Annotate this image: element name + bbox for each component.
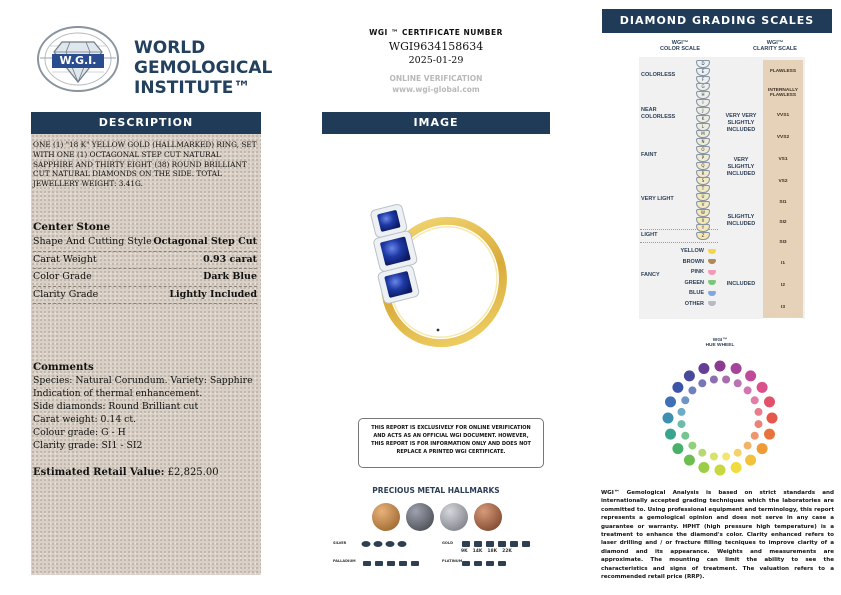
hue-dot [672,382,683,393]
hue-dot [757,443,768,454]
color-grade-gem-icon: P [696,154,710,162]
hue-dot-inner [698,379,706,387]
clarity-group-i: INCLUDED [726,281,756,287]
hue-dot-inner [751,396,759,404]
hallmark-label: PLATINUM [442,559,463,563]
fancy-item [660,278,716,289]
verification-label: ONLINE VERIFICATION [389,74,483,83]
fancy-item [660,246,716,257]
hallmarks-heading: PRECIOUS METAL HALLMARKS [372,486,500,495]
clarity-grade-box: SI2 [763,212,803,233]
clarity-group-si: SLIGHTLY INCLUDED [726,214,756,227]
hue-dot-inner [678,420,686,428]
color-grade-gem-icon: J [696,107,710,115]
clarity-scale-title-2: CLARITY SCALE [753,46,797,52]
color-grade-gem-icon: O [696,146,710,154]
color-grade-gem-icon: M [696,130,710,138]
hue-dot-inner [710,376,718,384]
hue-wheel-title [680,338,760,348]
hallmark-silver-row [333,541,346,545]
clarity-grade-box: I1 [763,252,803,275]
hue-dot [698,462,709,473]
fancy-item [660,299,716,310]
color-grade-gem-icon: N [696,138,710,146]
hue-dot-inner [681,432,689,440]
fancy-name: BLUE [689,290,704,297]
color-grade-gem-icon: I [696,99,710,107]
comments-heading: Comments [33,361,94,373]
hue-wheel-svg [650,352,790,482]
description-panel [31,134,261,575]
hallmark-label: GOLD [442,541,453,545]
institute-line-2: GEMOLOGICAL [134,58,273,78]
hallmark-label: PALLADIUM [333,559,356,563]
institute-line-1: WORLD [134,38,206,58]
hue-dot [745,455,756,466]
clarity-scale-title [735,40,815,52]
clarity-grade-box: SI1 [763,192,803,213]
grading-heading: DIAMOND GRADING SCALES [602,9,832,33]
hue-dot [665,429,676,440]
hue-dot [767,413,778,424]
hallmark-bronze-icon [372,503,400,531]
gold-karat: 14K [472,549,483,554]
fancy-item [660,257,716,268]
comment-line: Colour grade: G - H [33,427,126,439]
fancy-item [660,267,716,278]
stone-row-value: Lightly Included [169,288,257,300]
certificate-label: WGI ™ CERTIFICATE NUMBER [369,28,503,37]
color-grade-gem-icon: L [696,123,710,131]
color-grade-gem-icon: E [696,68,710,76]
clarity-group-vvs: VERY VERY SLIGHTLY INCLUDED [725,113,757,133]
light-divider [640,242,718,243]
hue-title-1: WGI™ [712,338,728,343]
gold-karat: 22K [502,549,512,554]
fancy-yellow-gem-icon [708,249,716,254]
comment-line: Clarity grade: SI1 - SI2 [33,440,143,452]
clarity-grade-box: SI3 [763,232,803,253]
gold-karat: 18K [487,549,498,554]
clarity-grade-box: INTERNALLY FLAWLESS [763,82,803,105]
clarity-grade-box: I3 [763,296,803,319]
hue-dot [745,370,756,381]
fancy-pink-gem-icon [708,270,716,275]
hue-dot-inner [710,453,718,461]
fancy-name: OTHER [684,300,704,307]
center-stone-section [33,221,257,304]
description-heading: DESCRIPTION [31,112,261,134]
color-group-very-light: VERY LIGHT [641,196,674,202]
color-grade-gem-icon: G [696,83,710,91]
logo-letters: W.G.I. [52,54,104,68]
fancy-label: FANCY [641,272,660,278]
hue-dot-inner [722,453,730,461]
color-group-colorless: COLORLESS [641,72,676,78]
hallmark-palladium-row [333,559,356,563]
certificate-number: WGI9634158634 [388,40,484,53]
fancy-item [660,288,716,299]
color-grade-gem-icon: V [696,201,710,209]
color-grade-gem-icon: R [696,170,710,178]
fancy-blue-gem-icon [708,291,716,296]
image-heading: IMAGE [322,112,550,134]
color-grade-gem-icon: K [696,115,710,123]
hue-dot [684,370,695,381]
hallmark-silver-icon [440,503,468,531]
hue-dot-inner [678,408,686,416]
fancy-list [660,246,716,309]
stone-row-value: Octagonal Step Cut [153,236,257,247]
online-notice [358,418,544,468]
stone-row-label: Clarity Grade [33,288,99,300]
clarity-grade-box: VS1 [763,148,803,171]
stone-row-color [33,269,257,287]
hue-dot [665,396,676,407]
color-group-near-colorless: NEAR COLORLESS [641,107,676,120]
stone-row-carat [33,252,257,270]
stone-row-value: 0.93 carat [203,253,257,265]
color-grade-gem-icon: Y [696,224,710,232]
clarity-grade-box: I2 [763,274,803,297]
fancy-name: GREEN [684,279,704,286]
verification-url[interactable]: www.wgi-global.com [392,85,480,94]
hue-dot-inner [734,379,742,387]
color-scale-title [640,40,720,52]
color-grade-gem-icon: H [696,91,710,99]
fancy-name: YELLOW [680,248,704,255]
center-stone-heading: Center Stone [33,221,111,233]
comment-line: Indication of thermal enhancement. [33,388,203,400]
clarity-grade-box: VVS2 [763,126,803,149]
clarity-grade-box: VS2 [763,170,803,193]
hue-dot-inner [688,386,696,394]
hue-dot [731,363,742,374]
fancy-other-gem-icon [708,301,716,306]
color-gem-column [696,60,712,240]
fancy-name: PINK [690,269,704,276]
color-grade-gem-icon: S [696,177,710,185]
comment-line: Side diamonds: Round Brilliant cut [33,401,199,413]
hue-dot [672,443,683,454]
hallmark-stamps [356,540,540,570]
hue-dot [715,465,726,476]
gold-karat: 9K [461,549,468,554]
hue-dot [663,413,674,424]
comment-line: Carat weight: 0.14 ct. [33,414,137,426]
color-group-faint: FAINT [641,152,657,158]
certificate-date: 2025-01-29 [408,55,464,66]
hue-dot-inner [688,442,696,450]
color-grade-gem-icon: Q [696,162,710,170]
hallmark-dark-icon [406,503,434,531]
color-grade-gem-icon: F [696,76,710,84]
ring-image [356,200,516,360]
clarity-group-vs: VERY SLIGHTLY INCLUDED [726,157,756,177]
retail-value [33,467,219,478]
fancy-brown-gem-icon [708,259,716,264]
color-grade-gem-icon: D [696,60,710,68]
color-grade-gem-icon: U [696,193,710,201]
color-group-light: LIGHT [641,232,658,238]
hallmark-label: SILVER [333,541,347,545]
color-grade-gem-icon: W [696,209,710,217]
hue-dot [764,396,775,407]
stone-row-label: Color Grade [33,271,92,282]
hue-dot [684,455,695,466]
hue-dot-inner [734,449,742,457]
comment-line: Species: Natural Corundum. Variety: Sapphire [33,375,253,386]
color-grade-gem-icon: Z [696,232,710,240]
online-notice-text: THIS REPORT IS EXCLUSIVELY FOR ONLINE VERIFICATION AND ACTS AS AN OFFICIAL WGI DOCUMENT. HOWEVER, THIS REPORT IS FOR INFORMATION ONLY AND DOES NOT REPLACE A PRINTED WGI CERTIFICATE. [371,425,531,455]
fancy-name: BROWN [682,258,704,265]
hue-dot-inner [744,442,752,450]
hue-dot [757,382,768,393]
hue-dot [764,429,775,440]
color-scale-title-2: COLOR SCALE [659,46,701,52]
institute-line-3: INSTITUTE™ [134,78,251,98]
clarity-grade-box: VVS1 [763,104,803,127]
hue-dot-inner [751,432,759,440]
description-text: ONE (1) "18 K" YELLOW GOLD (HALLMARKED) RING, SET WITH ONE (1) OCTAGONAL STEP CUT NATURAL SAPPHIRE AND THIRTY EIGHT (38) ROUND BRILLIANT CUT NATURAL DIAMONDS ON THE SIDE. TOTAL JEWELLERY WEIGHT: 3.41G. [33,140,257,189]
color-scale-title-1: WGI™ [671,40,689,46]
stone-row-shape [33,234,257,252]
hue-wheel [650,352,790,482]
hue-dot-inner [698,449,706,457]
fancy-green-gem-icon [708,280,716,285]
institute-name [134,38,272,98]
clarity-grade-box: FLAWLESS [763,60,803,83]
hue-dot-inner [755,420,763,428]
stone-row-clarity [33,287,257,305]
hue-dot [698,363,709,374]
stone-row-label: Carat Weight [33,253,97,265]
color-grade-gem-icon: X [696,217,710,225]
stone-row-value: Dark Blue [203,271,257,282]
hue-title-2: HUE WHEEL [705,343,735,348]
grading-footnote: WGI™ Gemological Analysis is based on strict standards and internationally accepted grading techniques which the laboratories are committed to. Using professional equipment and terminology, this report represents a gemological opinion and does not serve in any case a guarantee or warranty. HPHT (high pressure high temperature) is a treatment to enhance the diamond's color. Clarity enhanced refers to laser drilling and / or fracture filling tecniques to improve clarity of a diamond and its appearance. Weights and measurements are approximate. The mounting can limit the ability to see the characteristics and signs of treatment. The valuation refers to a recommended retail price (RRP). [601,490,834,581]
comments-section [33,360,259,453]
hue-dot [715,361,726,372]
clarity-scale-title-1: WGI™ [766,40,784,46]
hue-dot-inner [722,376,730,384]
retail-label: Estimated Retail Value: [33,467,165,478]
hue-dot-inner [681,396,689,404]
retail-amount: £2,825.00 [167,467,219,478]
hallmark-copper-icon [474,503,502,531]
hue-dot [731,462,742,473]
hue-dot-inner [755,408,763,416]
hue-dot-inner [744,386,752,394]
color-grade-gem-icon: T [696,185,710,193]
stone-row-label: Shape And Cutting Style [33,236,152,247]
